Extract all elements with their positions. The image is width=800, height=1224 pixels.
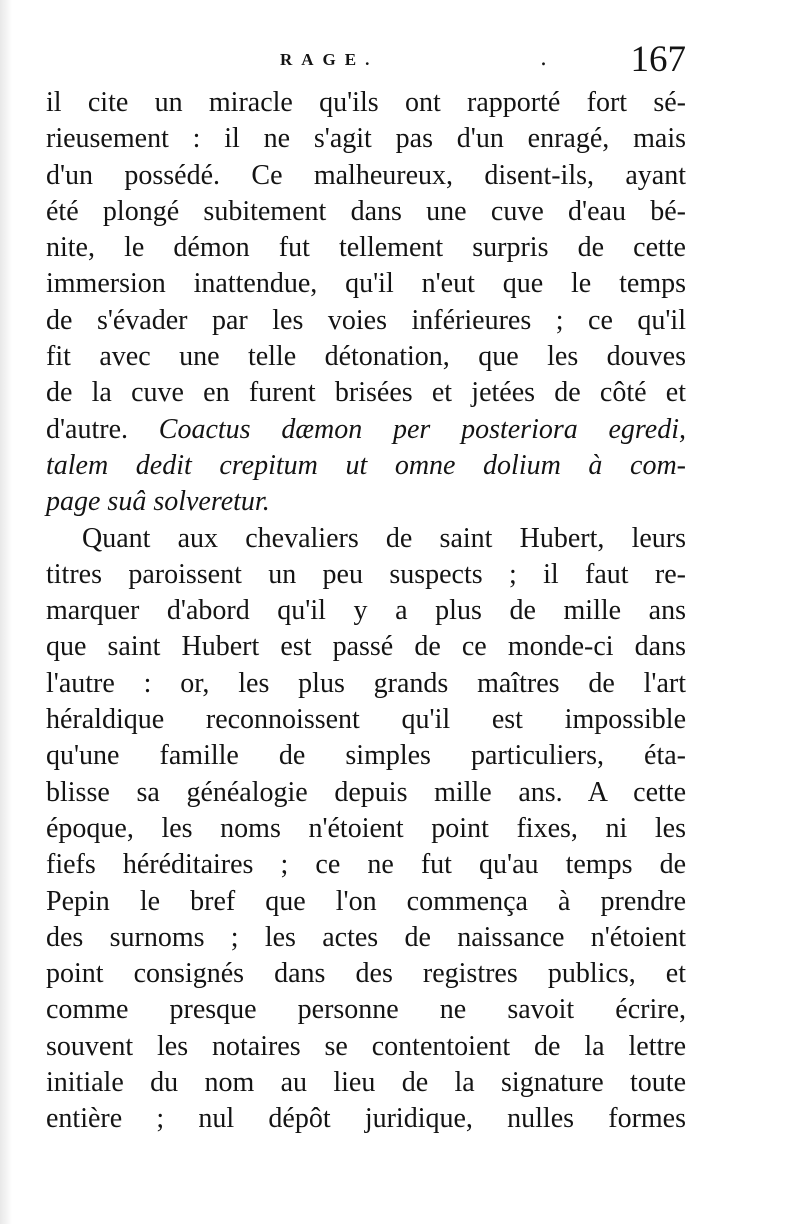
text-line-25: point consignés dans des registres publics, et [46,958,686,990]
text-line-15: marquer d'abord qu'il y a plus de mille ans [46,595,686,627]
text-line-22: fiefs héréditaires ; ce ne fut qu'au temps de [46,849,686,881]
text-line-26: comme presque personne ne savoit écrire, [46,994,686,1026]
text-line-14: titres paroissent un peu suspects ; il faut re- [46,558,686,590]
text-line-21: époque, les noms n'étoient point fixes, ni les [46,812,686,844]
text-line-23: Pepin le bref que l'on commença à prendre [46,885,686,917]
running-head-dot: . [540,46,547,71]
text-line-20: blisse sa généalogie depuis mille ans. A cette [46,776,686,808]
text-line-18: héraldique reconnoissent qu'il est impossible [46,704,686,736]
text-line-19: qu'une famille de simples particuliers, éta- [46,740,686,772]
text-line-7: de s'évader par les voies inférieures ; ce qu'il [46,304,686,336]
scan-edge-shadow [0,0,12,1224]
text-line-16: que saint Hubert est passé de ce monde-ci dans [46,631,686,663]
running-title: RAGE. [280,50,379,69]
text-line-5: nite, le démon fut tellement surpris de cette [46,232,686,264]
body-text [46,85,686,1138]
text-line-17: l'autre : or, les plus grands maîtres de l'art [46,667,686,699]
text-line-8: fit avec une telle détonation, que les douves [46,341,686,373]
text-line-28: initiale du nom au lieu de la signature toute [46,1067,686,1099]
text-line-9: de la cuve en furent brisées et jetées de côté et [46,377,686,409]
text-line-4: été plongé subitement dans une cuve d'eau bé- [46,195,686,227]
text-line-2: rieusement : il ne s'agit pas d'un enragé, mais [46,123,686,155]
text-line-13: Quant aux chevaliers de saint Hubert, leurs [82,522,686,554]
text-line-24: des surnoms ; les actes de naissance n'étoient [46,921,686,953]
text-line-1: il cite un miracle qu'ils ont rapporté fort sé- [46,87,686,118]
text-line-6: immersion inattendue, qu'il n'eut que le temps [46,268,686,300]
page-number: 167 [630,39,686,80]
latin-quote-line-3: page suâ solveretur. [46,486,270,518]
text-line-10-roman: d'autre. [46,413,159,445]
running-head [46,40,686,80]
text-line-3: d'un possédé. Ce malheureux, disent-ils, ayant [46,159,686,191]
latin-quote-line-2: talem dedit crepitum ut omne dolium à com- [46,449,686,481]
text-line-27: souvent les notaires se contentoient de la lettre [46,1030,686,1062]
latin-quote-start: Coactus dæmon per posteriora egredi, [158,413,686,445]
text-line-29: entière ; nul dépôt juridique, nulles formes [46,1103,686,1135]
text-line-10 [46,412,686,448]
